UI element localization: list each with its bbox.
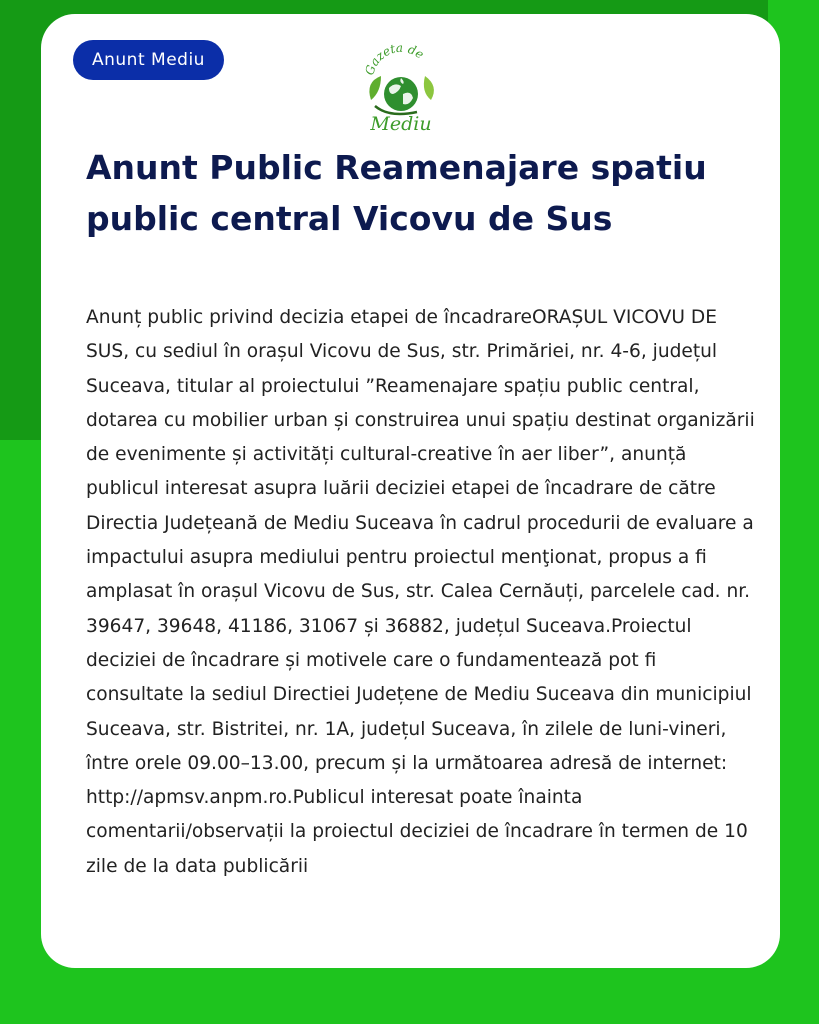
logo-bottom-text: Mediu <box>370 113 432 134</box>
gazeta-de-mediu-logo <box>359 42 443 134</box>
globe-leaf-logo-icon <box>359 42 443 134</box>
page-title: Anunt Public Reamenajare spatiu public central Vicovu de Sus <box>86 148 707 238</box>
leaf-left <box>369 76 381 100</box>
post-card <box>41 14 780 968</box>
category-tag[interactable]: Anunt Mediu <box>73 40 224 80</box>
leaf-right <box>424 76 434 100</box>
announcement-body: Anunț public privind decizia etapei de încadrareORAȘUL VICOVU DE SUS, cu sediul în orașul Vicovu de Sus, str. Primăriei, nr. 4-6, județul Suceava, titular al proiectului ”Reamenajare spațiu public central, dotarea cu mobilier urban și construirea unui spațiu destinat organizării de evenimente și activități cultural-creative în aer liber”, anunță publicul interesat asupra luării deciziei etapei de încadrare de către Directia Județeană de Mediu Suceava în cadrul procedurii de evaluare a impactului asupra mediului pentru proiectul menţionat, propus a fi amplasat în orașul Vicovu de Sus, str. Calea Cernăuți, parcelele cad. nr. 39647, 39648, 41186, 31067 și 36882, județul Suceava.Proiectul deciziei de încadrare și motivele care o fundamentează pot fi consultate la sediul Directiei Județene de Mediu Suceava din municipiul Suceava, str. Bistritei, nr. 1A, județul Suceava, în zilele de luni-vineri, între orele 09.00–13.00, precum și la următoarea adresă de internet: http://apmsv.anpm.ro.Publicul interesat poate înainta comentarii/observații la proiectul deciziei de încadrare în termen de 10 zile de la data publicării <box>86 307 755 877</box>
logo-top-text: Gazeta de <box>362 42 427 77</box>
